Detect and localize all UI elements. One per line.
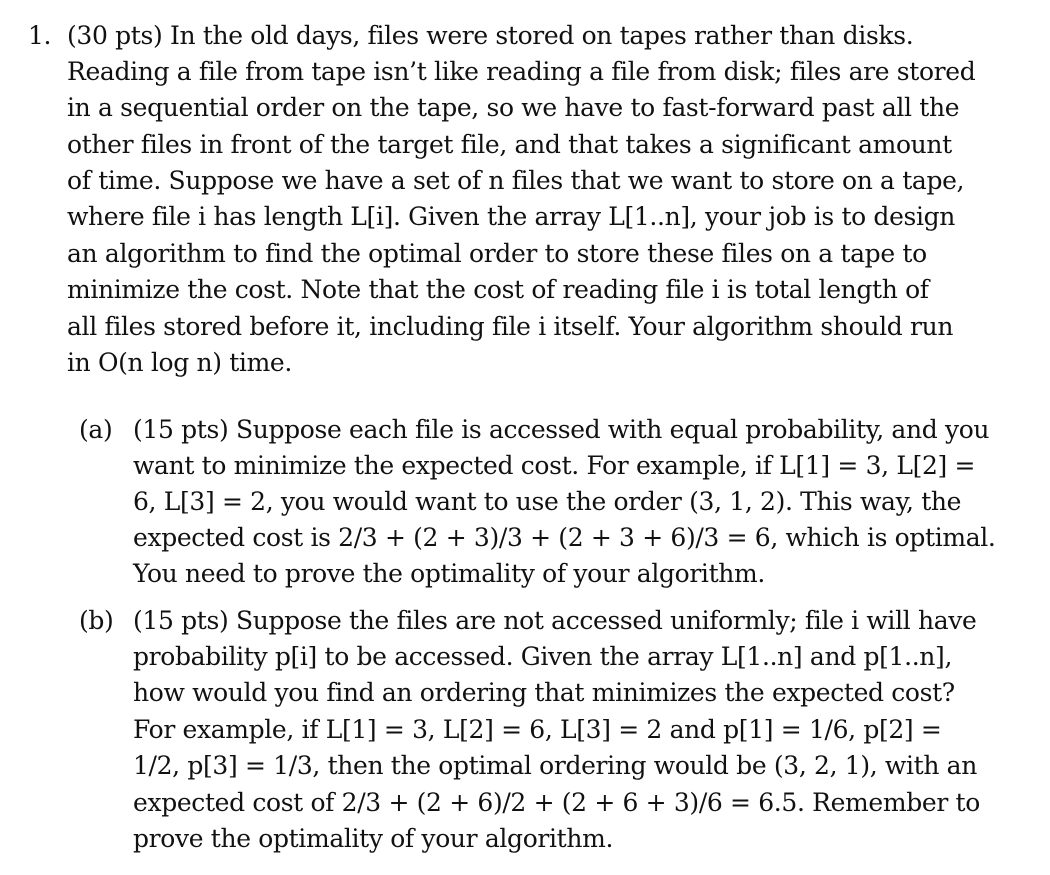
- part-a-line: You need to prove the optimality of your algorithm.: [133, 559, 765, 588]
- part-a-line: 6, L[3] = 2, you would want to use the order (3, 1, 2). This way, the: [133, 487, 962, 516]
- intro-line: Reading a file from tape isn’t like reading a file from disk; files are stored: [67, 57, 976, 86]
- part-b-line: 1/2, p[3] = 1/3, then the optimal ordering would be (3, 2, 1), with an: [133, 751, 977, 780]
- part-b-label: (b): [79, 606, 114, 635]
- part-a-line: (15 pts) Suppose each file is accessed with equal probability, and you: [133, 415, 990, 444]
- part-b-line: probability p[i] to be accessed. Given the array L[1..n] and p[1..n],: [133, 642, 953, 671]
- part-a-line: want to minimize the expected cost. For example, if L[1] = 3, L[2] =: [133, 451, 976, 480]
- part-b-line: how would you find an ordering that minimizes the expected cost?: [133, 678, 955, 707]
- part-b-line: (15 pts) Suppose the files are not accessed uniformly; file i will have: [133, 606, 977, 635]
- intro-line: in O(n log n) time.: [67, 348, 292, 377]
- part-a-line: expected cost is 2/3 + (2 + 3)/3 + (2 + 3 + 6)/3 = 6, which is optimal.: [133, 523, 996, 552]
- intro-line: in a sequential order on the tape, so we have to fast-forward past all the: [67, 93, 960, 122]
- part-a-label: (a): [79, 415, 113, 444]
- part-b-line: prove the optimality of your algorithm.: [133, 824, 614, 853]
- intro-line: all files stored before it, including file i itself. Your algorithm should run: [67, 312, 954, 341]
- intro-line: (30 pts) In the old days, files were stored on tapes rather than disks.: [67, 21, 914, 50]
- intro-line: an algorithm to find the optimal order to store these files on a tape to: [67, 239, 927, 268]
- intro-line: where file i has length L[i]. Given the array L[1..n], your job is to design: [67, 202, 956, 231]
- intro-line: minimize the cost. Note that the cost of reading file i is total length of: [67, 275, 929, 304]
- part-b-line: expected cost of 2/3 + (2 + 6)/2 + (2 + 6 + 3)/6 = 6.5. Remember to: [133, 788, 980, 817]
- problem-number: 1.: [28, 21, 52, 50]
- intro-line: other files in front of the target file, and that takes a significant amount: [67, 130, 952, 159]
- part-b-line: For example, if L[1] = 3, L[2] = 6, L[3] = 2 and p[1] = 1/6, p[2] =: [133, 715, 942, 744]
- intro-line: of time. Suppose we have a set of n files that we want to store on a tape,: [67, 166, 965, 195]
